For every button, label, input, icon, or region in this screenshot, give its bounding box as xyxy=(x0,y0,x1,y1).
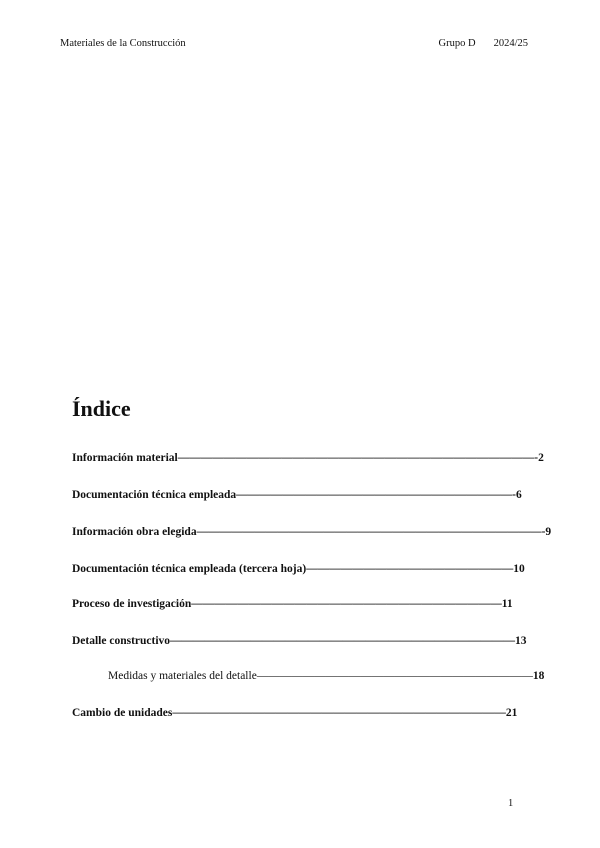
toc-entry-documentacion-tercera-hoja[interactable] xyxy=(72,563,525,575)
toc-entry-label: Información obra elegida xyxy=(72,526,197,538)
toc-entry-proceso-investigacion[interactable] xyxy=(72,598,513,610)
toc-entry-informacion-material[interactable] xyxy=(72,452,544,464)
toc-entry-detalle-constructivo[interactable] xyxy=(72,635,527,647)
toc-entry-page: 18 xyxy=(532,670,545,682)
toc-entry-page: 6 xyxy=(516,489,522,501)
index-title: Índice xyxy=(72,396,131,421)
toc-entry-page: 9 xyxy=(545,526,552,538)
toc-entry-page: 21 xyxy=(505,707,518,719)
toc-entry-label: Proceso de investigación xyxy=(72,598,192,610)
toc-entry-page: 11 xyxy=(501,598,513,610)
toc-entry-page: 2 xyxy=(538,452,544,464)
toc-entry-cambio-unidades[interactable] xyxy=(72,707,517,719)
page-header-course: Materiales de la Construcción xyxy=(60,38,186,49)
toc-entry-leader: ——————————————————————————————- xyxy=(196,526,546,538)
toc-entry-page: 10 xyxy=(513,563,525,575)
toc-entry-leader: ————————————————————————- xyxy=(236,489,517,501)
page-number: 1 xyxy=(508,798,514,809)
toc-entry-informacion-obra[interactable] xyxy=(72,526,551,538)
toc-entry-label: Documentación técnica empleada xyxy=(72,489,237,501)
toc-entry-documentacion-tecnica[interactable] xyxy=(72,489,522,501)
toc-entry-leader: —————————————————————————————— xyxy=(170,635,516,647)
toc-entry-label: Detalle constructivo xyxy=(72,635,171,647)
toc-entry-medidas-materiales[interactable] xyxy=(108,670,544,682)
header-group: Grupo D xyxy=(438,38,476,49)
toc-entry-leader: —————————————————— xyxy=(306,563,514,575)
toc-entry-label: Información material xyxy=(72,452,178,464)
toc-entry-leader: ———————————————————————— xyxy=(256,670,533,682)
toc-entry-label: Medidas y materiales del detalle xyxy=(108,670,257,682)
toc-entry-leader: ————————————————————————————— xyxy=(172,707,506,719)
toc-entry-label: Cambio de unidades xyxy=(72,707,173,719)
toc-entry-label: Documentación técnica empleada (tercera hoja) xyxy=(72,563,307,575)
header-year: 2024/25 xyxy=(493,38,528,49)
toc-entry-page: 13 xyxy=(515,635,527,647)
toc-entry-leader: ——————————————————————————— xyxy=(191,598,502,610)
page-header-meta xyxy=(439,38,528,49)
toc-entry-leader: ———————————————————————————————- xyxy=(177,452,539,464)
